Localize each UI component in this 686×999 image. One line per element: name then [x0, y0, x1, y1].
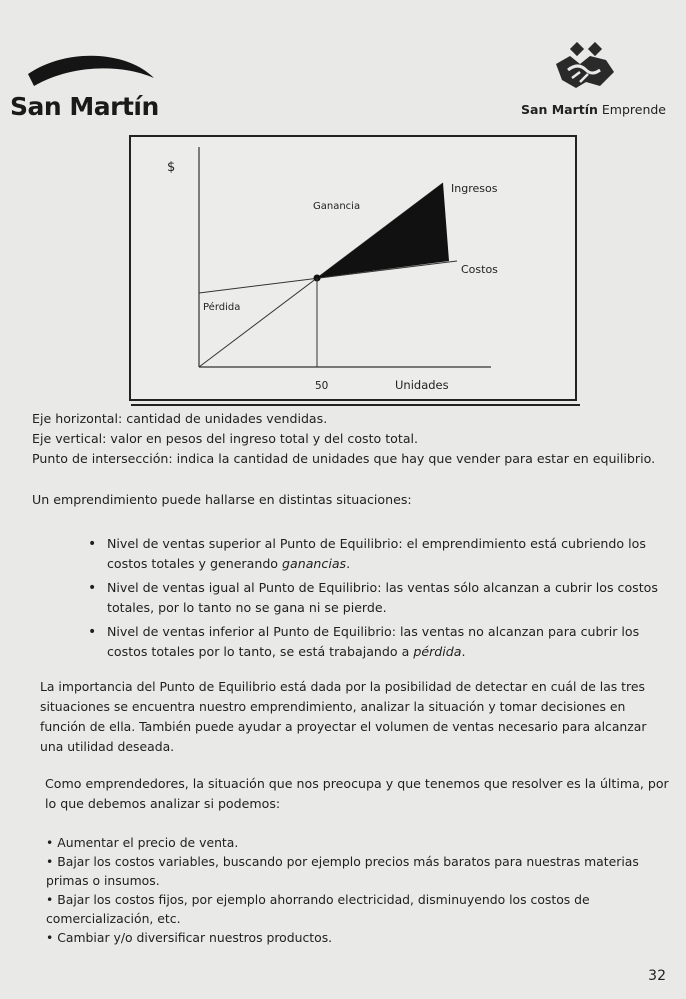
handshake-icon	[550, 42, 620, 92]
perdida-label: Pérdida	[203, 302, 241, 313]
situation-emphasis: pérdida	[413, 644, 462, 659]
importance-paragraph: La importancia del Punto de Equilibrio está dada por la posibilidad de detectar en cuál de las tres situaciones se encuentra nuestro emprendimiento, analizar la situación y tomar decisiones en función de ella. También puede ayudar a proyectar el volumen de ventas necesario para alcanzar una utilidad deseada.	[40, 679, 647, 754]
costos-line	[199, 261, 457, 293]
costos-label: Costos	[461, 263, 498, 276]
action-item: • Aumentar el precio de venta.	[46, 835, 239, 850]
situation-end: .	[346, 556, 351, 571]
ingresos-label: Ingresos	[451, 182, 498, 195]
emprende-wordmark	[521, 102, 666, 117]
situations-intro: Un emprendimiento puede hallarse en distintas situaciones:	[32, 492, 412, 507]
definitions	[32, 409, 662, 469]
situation-text: Nivel de ventas inferior al Punto de Equilibrio: las ventas no alcanzan para cubrir los costos totales por lo tanto, se está trabajando a	[107, 624, 640, 659]
emprende-bold-text: San Martín	[521, 102, 598, 117]
san-martin-wordmark: San Martín	[10, 92, 159, 121]
action-item: • Cambiar y/o diversificar nuestros productos.	[46, 930, 333, 945]
definition-horizontal: Eje horizontal: cantidad de unidades vendidas.	[32, 411, 328, 426]
situation-inferior	[88, 622, 673, 662]
situations-list	[88, 534, 673, 666]
emprende-regular-text: Emprende	[601, 102, 666, 117]
san-martin-emprende-logo	[516, 42, 666, 122]
situation-emphasis: ganancias	[282, 556, 347, 571]
situation-superior	[88, 534, 673, 574]
definition-vertical: Eje vertical: valor en pesos del ingreso total y del costo total.	[32, 431, 419, 446]
action-item: • Bajar los costos fijos, por ejemplo ahorrando electricidad, disminuyendo los costos de comercialización, etc.	[46, 892, 590, 926]
san-martin-logo	[10, 52, 180, 127]
ganancia-area	[317, 183, 449, 278]
action-item: • Bajar los costos variables, buscando por ejemplo precios más baratos para nuestras materias primas o insumos.	[46, 854, 639, 888]
y-axis-symbol: $	[167, 160, 176, 175]
chart-underline	[131, 404, 580, 406]
situation-end: .	[461, 644, 466, 659]
situation-igual	[88, 578, 673, 618]
x-axis-label: Unidades	[395, 378, 449, 392]
situation-text: Nivel de ventas superior al Punto de Equilibrio: el emprendimiento está cubriendo los costos totales y generando	[107, 536, 646, 571]
ganancia-label: Ganancia	[313, 201, 361, 212]
situation-text: Nivel de ventas igual al Punto de Equilibrio: las ventas sólo alcanzan a cubrir los costos totales, por lo tanto no se gana ni se pierde.	[107, 580, 658, 615]
actions-list	[46, 833, 666, 947]
definition-intersection: Punto de intersección: indica la cantidad de unidades que hay que vender para estar en equilibrio.	[32, 451, 656, 466]
x-tick-50: 50	[315, 380, 329, 392]
page-number: 32	[648, 968, 666, 984]
arc-logo-icon	[26, 52, 156, 90]
break-even-chart	[129, 135, 577, 401]
concern-paragraph: Como emprendedores, la situación que nos preocupa y que tenemos que resolver es la última, por lo que debemos analizar si podemos:	[45, 776, 669, 811]
